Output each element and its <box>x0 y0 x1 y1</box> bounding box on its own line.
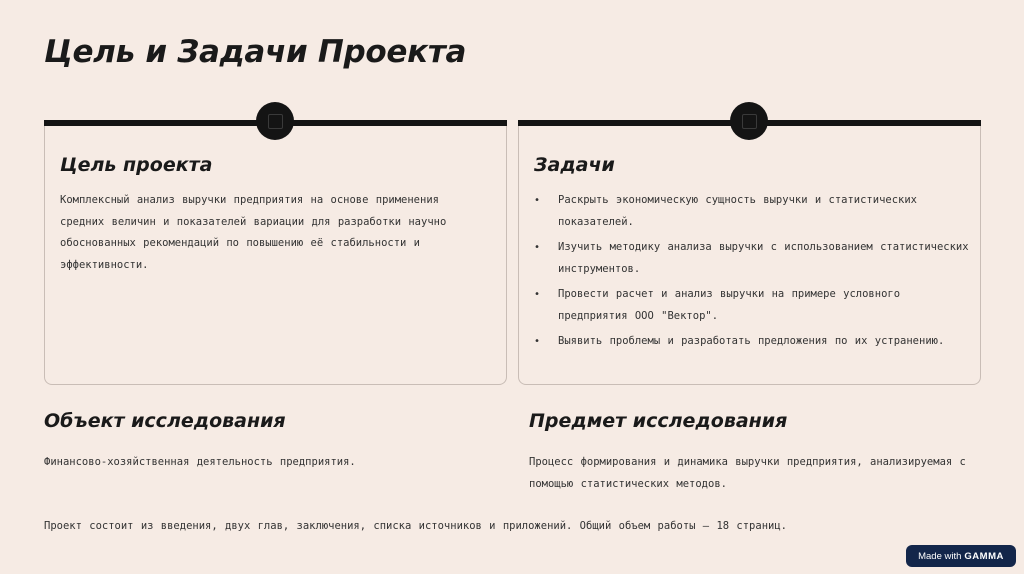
bullet-icon: • <box>534 289 541 300</box>
badge-prefix: Made with <box>918 550 962 562</box>
goal-card <box>44 120 507 385</box>
made-with-gamma-badge[interactable] <box>906 545 1016 567</box>
card-icon-circle <box>256 102 294 140</box>
project-note: Проект состоит из введения, двух глав, заключения, списка источников и приложений. Общий объем работы — 18 страниц. <box>44 520 787 532</box>
goal-heading: Цель проекта <box>60 154 213 176</box>
bullet-icon: • <box>534 336 541 347</box>
subject-text: Процесс формирования и динамика выручки предприятия, анализируемая с помощью статистических методов. <box>529 456 966 490</box>
list-item <box>534 331 974 353</box>
tasks-list <box>534 190 974 357</box>
list-item <box>534 237 974 280</box>
list-item <box>534 190 974 233</box>
task-text: Провести расчет и анализ выручки на примере условного предприятия ООО "Вектор". <box>558 288 901 322</box>
task-text: Раскрыть экономическую сущность выручки и статистических показателей. <box>558 194 918 228</box>
object-heading: Объект исследования <box>44 410 286 432</box>
gamma-logo: GAMMA <box>964 550 1004 562</box>
tasks-heading: Задачи <box>534 154 615 176</box>
task-text: Изучить методику анализа выручки с использованием статистических инструментов. <box>558 241 969 275</box>
object-text: Финансово-хозяйственная деятельность предприятия. <box>44 456 356 468</box>
task-text: Выявить проблемы и разработать предложения по их устранению. <box>558 335 945 347</box>
goal-text: Комплексный анализ выручки предприятия на основе применения средних величин и показателей вариации для разработки научно обоснованных рекомендаций по повышению её стабильности и эффективности. <box>60 194 447 271</box>
bullet-icon: • <box>534 242 541 253</box>
subject-heading: Предмет исследования <box>529 410 788 432</box>
list-item <box>534 284 974 327</box>
card-icon-circle <box>730 102 768 140</box>
page-title: Цель и Задачи Проекта <box>44 34 467 70</box>
bullet-icon: • <box>534 195 541 206</box>
tasks-card <box>518 120 981 385</box>
